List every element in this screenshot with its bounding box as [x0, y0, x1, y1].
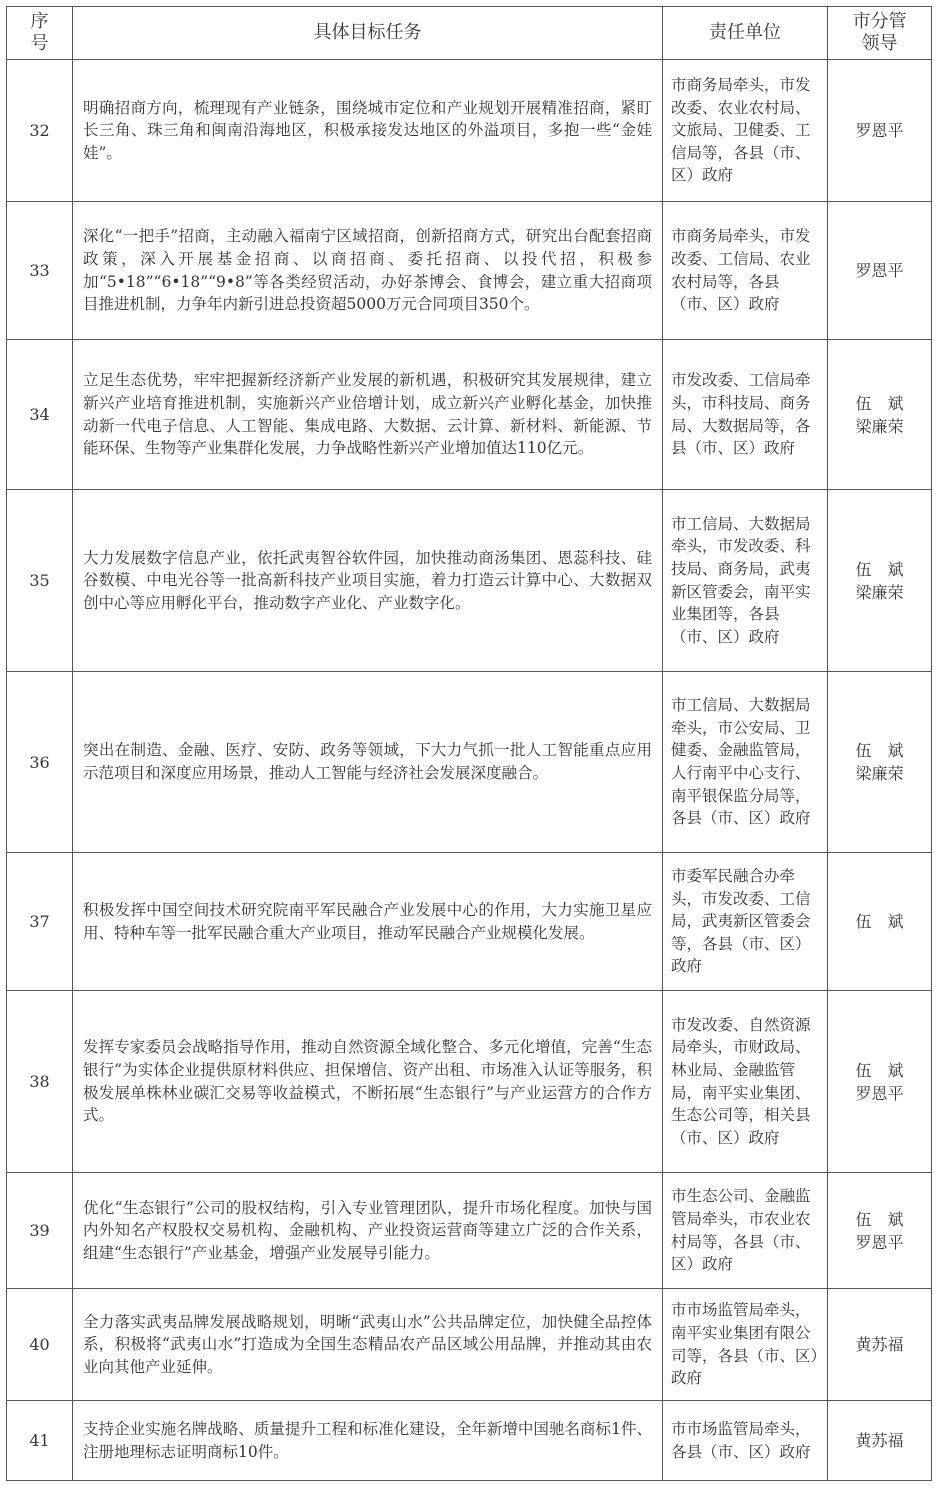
row-number: 37 [7, 853, 73, 991]
leader-cell [828, 1173, 932, 1289]
row-number: 40 [7, 1289, 73, 1401]
row-number: 38 [7, 991, 73, 1173]
header-row [7, 7, 932, 60]
row-number: 34 [7, 340, 73, 490]
leader-name: 梁廉荣 [855, 582, 904, 602]
responsible-unit: 市发改委、自然资源局牵头，市财政局、林业局、金融监管局，南平实业集团、生态公司等，相关县（市、区）政府 [663, 991, 828, 1173]
table-row [7, 340, 932, 490]
responsible-unit: 市市场监管局牵头，南平实业集团有限公司等，各县（市、区）政府 [663, 1289, 828, 1401]
row-number: 33 [7, 202, 73, 340]
task-description: 突出在制造、金融、医疗、安防、政务等领域，下大力气抓一批人工智能重点应用示范项目和深度应用场景，推动人工智能与经济社会发展深度融合。 [73, 672, 663, 853]
responsible-unit: 市生态公司、金融监管局牵头，市农业农村局等，各县（市、区）政府 [663, 1173, 828, 1289]
table-row [7, 672, 932, 853]
row-number: 41 [7, 1401, 73, 1481]
header-no-line2: 号 [30, 33, 49, 54]
table-row [7, 853, 932, 991]
task-description: 积极发挥中国空间技术研究院南平军民融合产业发展中心的作用，大力实施卫星应用、特种车等一批军民融合重大产业项目，推动军民融合产业规模化发展。 [73, 853, 663, 991]
leader-name: 罗恩平 [855, 1083, 904, 1103]
task-description: 明确招商方向，梳理现有产业链条，围绕城市定位和产业规划开展精准招商，紧盯长三角、珠三角和闽南沿海地区，积极承接发达地区的外溢项目，多抱一些“金娃娃”。 [73, 60, 663, 202]
leader-cell [828, 853, 932, 991]
task-description: 立足生态优势，牢牢把握新经济新产业发展的新机遇，积极研究其发展规律，建立新兴产业培育推进机制，实施新兴产业倍增计划，成立新兴产业孵化基金，加快推动新一代电子信息、人工智能、集成电路、大数据、云计算、新材料、新能源、节能环保、生物等产业集群化发展，力争战略性新兴产业增加值达110亿元。 [73, 340, 663, 490]
table-row [7, 1289, 932, 1401]
leader-name: 伍 斌 [855, 912, 904, 931]
leader-name: 伍 斌 [855, 393, 904, 413]
table-row [7, 202, 932, 340]
leader-name: 梁廉荣 [855, 764, 904, 783]
leader-name: 伍 斌 [855, 1060, 904, 1080]
leader-name: 黄苏福 [855, 1431, 904, 1450]
row-number: 35 [7, 490, 73, 672]
leader-name: 伍 斌 [855, 741, 904, 760]
leader-cell [828, 490, 932, 672]
responsible-unit: 市委军民融合办牵头，市发改委、工信局，武夷新区管委会等，各县（市、区）政府 [663, 853, 828, 991]
responsible-unit: 市商务局牵头，市发改委、农业农村局、文旅局、卫健委、工信局等，各县（市、区）政府 [663, 60, 828, 202]
leader-cell [828, 60, 932, 202]
leader-name: 罗恩平 [855, 261, 904, 280]
leader-name: 黄苏福 [855, 1335, 904, 1354]
leader-cell [828, 1401, 932, 1481]
responsible-unit: 市工信局、大数据局牵头，市发改委、科技局、商务局，武夷新区管委会，南平实业集团等，各县（市、区）政府 [663, 490, 828, 672]
leader-name: 伍 斌 [855, 559, 904, 579]
leader-cell [828, 202, 932, 340]
task-table [6, 6, 932, 1481]
task-description: 深化“一把手”招商，主动融入福南宁区域招商，创新招商方式，研究出台配套招商政策，深入开展基金招商、以商招商、委托招商、以投代招，积极参加“5•18”“6•18”“9•8”等各类经贸活动，办好茶博会、食博会，建立重大招商项目推进机制，力争年内新引进总投资超5000万元合同项目350个。 [73, 202, 663, 340]
responsible-unit: 市市场监管局牵头，各县（市、区）政府 [663, 1401, 828, 1481]
task-description: 发挥专家委员会战略指导作用，推动自然资源全域化整合、多元化增值，完善“生态银行”为实体企业提供原材料供应、担保增信、资产出租、市场准入认证等服务，积极发展单株林业碳汇交易等收益模式，不断拓展“生态银行”与产业运营方的合作方式。 [73, 991, 663, 1173]
table-row [7, 60, 932, 202]
leader-name: 伍 斌 [855, 1209, 904, 1229]
header-leader-line1: 市分管 [852, 11, 907, 32]
table-row [7, 1401, 932, 1481]
header-unit: 责任单位 [663, 7, 828, 60]
responsible-unit: 市工信局、大数据局牵头，市公安局、卫健委、金融监管局，人行南平中心支行、南平银保监分局等，各县（市、区）政府 [663, 672, 828, 853]
leader-cell [828, 340, 932, 490]
task-description: 支持企业实施名牌战略、质量提升工程和标准化建设，全年新增中国驰名商标1件、注册地理标志证明商标10件。 [73, 1401, 663, 1481]
leader-name: 罗恩平 [855, 121, 904, 140]
leader-cell [828, 991, 932, 1173]
row-number: 36 [7, 672, 73, 853]
table-row [7, 490, 932, 672]
task-description: 大力发展数字信息产业，依托武夷智谷软件园，加快推动商汤集团、恩蕊科技、硅谷数模、中电光谷等一批高新科技产业项目实施，着力打造云计算中心、大数据双创中心等应用孵化平台，推动数字产业化、产业数字化。 [73, 490, 663, 672]
leader-name: 梁廉荣 [855, 416, 904, 436]
task-description: 全力落实武夷品牌发展战略规划，明晰“武夷山水”公共品牌定位，加快健全品控体系，积极将“武夷山水”打造成为全国生态精品农产品区域公用品牌，并推动其由农业向其他产业延伸。 [73, 1289, 663, 1401]
leader-cell [828, 672, 932, 853]
responsible-unit: 市商务局牵头，市发改委、工信局、农业农村局等，各县（市、区）政府 [663, 202, 828, 340]
header-no-line1: 序 [30, 11, 49, 32]
leader-name: 罗恩平 [855, 1232, 904, 1252]
leader-cell [828, 1289, 932, 1401]
row-number: 39 [7, 1173, 73, 1289]
task-description: 优化“生态银行”公司的股权结构，引入专业管理团队，提升市场化程度。加快与国内外知名产权股权交易机构、金融机构、产业投资运营商等建立广泛的合作关系，组建“生态银行”产业基金，增强产业发展导引能力。 [73, 1173, 663, 1289]
header-no [7, 7, 73, 60]
table-row [7, 991, 932, 1173]
responsible-unit: 市发改委、工信局牵头，市科技局、商务局、大数据局等，各县（市、区）政府 [663, 340, 828, 490]
header-task: 具体目标任务 [73, 7, 663, 60]
table-row [7, 1173, 932, 1289]
row-number: 32 [7, 60, 73, 202]
header-leader-line2: 领导 [861, 33, 898, 54]
header-leader [828, 7, 932, 60]
